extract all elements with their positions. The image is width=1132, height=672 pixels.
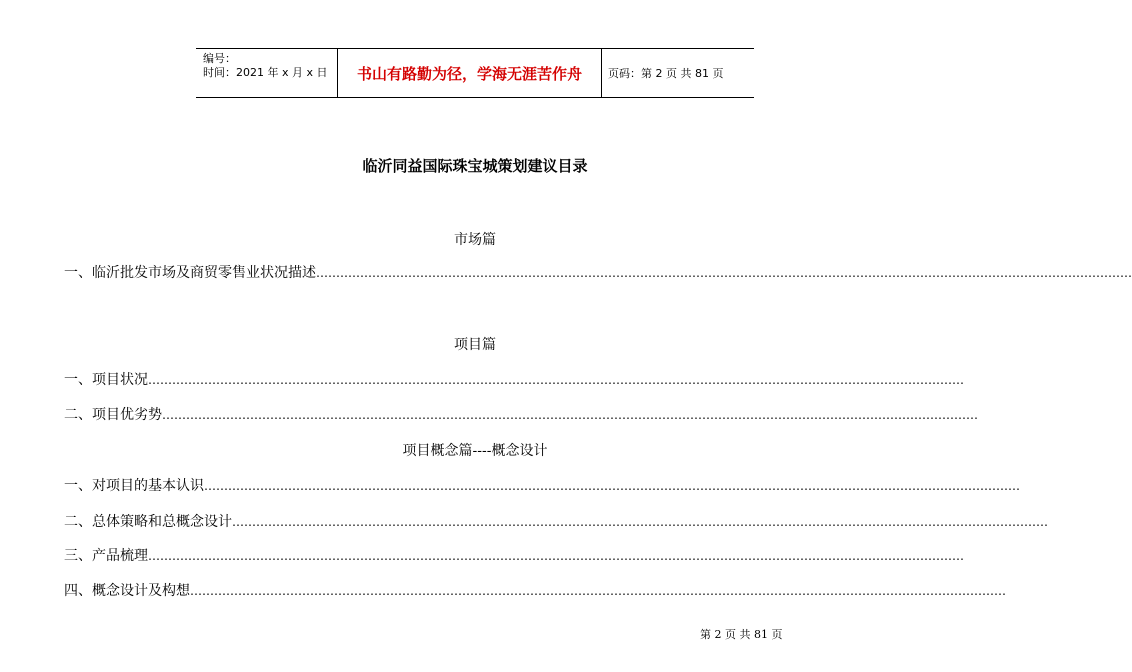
header-meta (196, 49, 338, 97)
toc-leader: …………………………………………………………………………………………………………………………………………………………………………………… (232, 515, 1048, 529)
doc-time-label: 时间：2021 年 x 月 x 日 (203, 66, 328, 79)
toc-leader: …………………………………………………………………………………………………………………………………………………………………………………… (162, 408, 978, 422)
toc-entry[interactable] (64, 511, 1048, 531)
toc-entry-number: 二、 (64, 407, 92, 423)
toc-entry-label: 总体策略和总概念设计 (92, 514, 232, 530)
toc-entry-number: 三、 (64, 548, 92, 564)
header-page-label: 页码：第 2 页 共 81 页 (608, 67, 724, 80)
toc-leader: …………………………………………………………………………………………………………………………………………………………………………………… (190, 584, 1006, 598)
toc-entry[interactable] (64, 475, 1020, 495)
header-motto: 书山有路勤为径，学海无涯苦作舟 (338, 49, 602, 97)
section-heading-concept: 项目概念篇----概念设计 (402, 443, 548, 459)
toc-entry[interactable] (64, 369, 964, 389)
page-header (196, 48, 754, 98)
toc-entry-label: 项目优劣势 (92, 407, 162, 423)
toc-entry-number: 四、 (64, 583, 92, 599)
toc-leader: …………………………………………………………………………………………………………………………………………………………………………………… (148, 549, 964, 563)
toc-entry-label: 临沂批发市场及商贸零售业状况描述 (92, 265, 316, 281)
toc-entry[interactable] (64, 545, 964, 565)
toc-entry-label: 项目状况 (92, 372, 148, 388)
document-title: 临沂同益国际珠宝城策划建议目录 (362, 157, 588, 175)
toc-entry[interactable] (64, 404, 978, 424)
toc-entry-number: 一、 (64, 265, 92, 281)
toc-entry-number: 一、 (64, 372, 92, 388)
toc-entry-label: 产品梳理 (92, 548, 148, 564)
toc-entry-number: 一、 (64, 478, 92, 494)
toc-entry-label: 概念设计及构想 (92, 583, 190, 599)
page-footer: 第 2 页 共 81 页 (700, 628, 783, 641)
toc-leader: …………………………………………………………………………………………………………………………………………………………………………………… (316, 266, 1132, 280)
toc-leader: …………………………………………………………………………………………………………………………………………………………………………………… (204, 479, 1020, 493)
section-heading-market: 市场篇 (454, 232, 496, 248)
toc-leader: …………………………………………………………………………………………………………………………………………………………………………………… (148, 373, 964, 387)
toc-entry-label: 对项目的基本认识 (92, 478, 204, 494)
toc-entry[interactable] (64, 580, 1006, 600)
doc-number-label: 编号： (203, 52, 236, 65)
section-heading-project: 项目篇 (454, 337, 496, 353)
toc-entry[interactable] (64, 262, 1132, 282)
toc-entry-number: 二、 (64, 514, 92, 530)
